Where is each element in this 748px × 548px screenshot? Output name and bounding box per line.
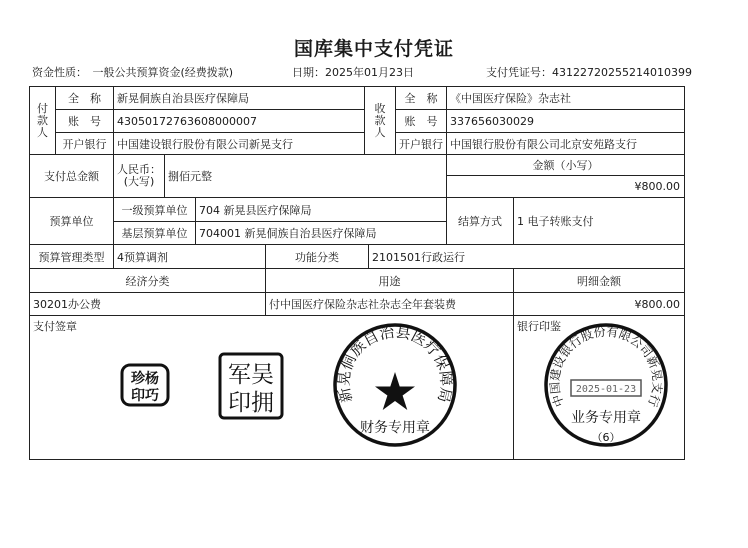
mgmt-type: 4预算调剂 bbox=[113, 244, 266, 269]
payer-name: 新晃侗族自治县医疗保障局 bbox=[113, 86, 365, 110]
payee-bank: 中国银行股份有限公司北京安苑路支行 bbox=[446, 132, 685, 155]
rmb-label: 人民币： (大写) bbox=[113, 154, 165, 198]
settle-method: 1 电子转账支付 bbox=[513, 197, 685, 245]
payee-label: 收 款 人 bbox=[364, 86, 396, 155]
func-class: 2101501行政运行 bbox=[368, 244, 685, 269]
func-label: 功能分类 bbox=[265, 244, 369, 269]
level1-unit-label: 一级预算单位 bbox=[113, 197, 196, 222]
mgmt-type-label: 预算管理类型 bbox=[29, 244, 114, 269]
personal-seal-2 bbox=[218, 352, 284, 420]
payer-label: 付 款 人 bbox=[29, 86, 56, 155]
payer-name-label: 全 称 bbox=[55, 86, 114, 110]
total-label: 支付总金额 bbox=[29, 154, 114, 198]
budget-unit-label: 预算单位 bbox=[29, 197, 114, 245]
amount-words: 捌佰元整 bbox=[164, 154, 447, 198]
bank-seal-bottom: 业务专用章 bbox=[571, 410, 641, 426]
payer-account-label: 账 号 bbox=[55, 109, 114, 133]
detail-use: 付中国医疗保险杂志社杂志全年套装费 bbox=[265, 292, 514, 316]
payer-account: 43050172763608000007 bbox=[113, 109, 365, 133]
col-use: 用途 bbox=[265, 268, 514, 293]
payee-account-label: 账 号 bbox=[395, 109, 447, 133]
level1-unit: 704 新晃县医疗保障局 bbox=[195, 197, 447, 222]
payer-bank: 中国建设银行股份有限公司新晃支行 bbox=[113, 132, 365, 155]
seal-2-line-1: 军吴 bbox=[228, 362, 274, 388]
bank-seal-label: 银行印鉴 bbox=[517, 320, 561, 333]
document-title: 国库集中支付凭证 bbox=[293, 38, 454, 60]
base-unit-label: 基层预算单位 bbox=[113, 221, 196, 245]
payee-bank-label: 开户银行 bbox=[395, 132, 447, 155]
bank-seal-date: 2025-01-23 bbox=[575, 384, 637, 395]
bank-seal-number: （6） bbox=[591, 431, 621, 444]
personal-seal-1 bbox=[120, 363, 170, 407]
seal-1-line-2: 印巧 bbox=[131, 388, 159, 404]
sign-label: 支付签章 bbox=[33, 320, 77, 333]
seal-1-line-1: 珍杨 bbox=[131, 371, 159, 387]
col-econ: 经济分类 bbox=[29, 268, 266, 293]
star-icon bbox=[375, 372, 415, 410]
amount-header: 金额（小写） bbox=[446, 154, 685, 176]
seal-2-line-2: 印拥 bbox=[228, 390, 274, 416]
fund-nature: 资金性质： 一般公共预算资金(经费拨款) bbox=[32, 66, 234, 79]
bank-seal-arc: 中国建设银行股份有限公司新晃支行 bbox=[547, 324, 665, 409]
col-amount: 明细金额 bbox=[513, 268, 685, 293]
bank-business-seal bbox=[541, 320, 671, 450]
payee-name-label: 全 称 bbox=[395, 86, 447, 110]
detail-econ: 30201办公费 bbox=[29, 292, 266, 316]
total-amount: ¥800.00 bbox=[446, 175, 685, 198]
finance-seal-bottom: 财务专用章 bbox=[360, 420, 430, 436]
payee-account: 337656030029 bbox=[446, 109, 685, 133]
finance-seal-arc: 新晃侗族自治县医疗保障局 bbox=[334, 322, 456, 405]
finance-seal bbox=[330, 320, 460, 450]
voucher-date: 日期：2025年01月23日 bbox=[292, 66, 414, 79]
detail-amount: ¥800.00 bbox=[513, 292, 685, 316]
settle-label: 结算方式 bbox=[446, 197, 514, 245]
payer-bank-label: 开户银行 bbox=[55, 132, 114, 155]
voucher-number: 支付凭证号：4312272025521401039​9 bbox=[486, 66, 692, 79]
base-unit: 704001 新晃侗族自治县医疗保障局 bbox=[195, 221, 447, 245]
payee-name: 《中国医疗保险》杂志社 bbox=[446, 86, 685, 110]
